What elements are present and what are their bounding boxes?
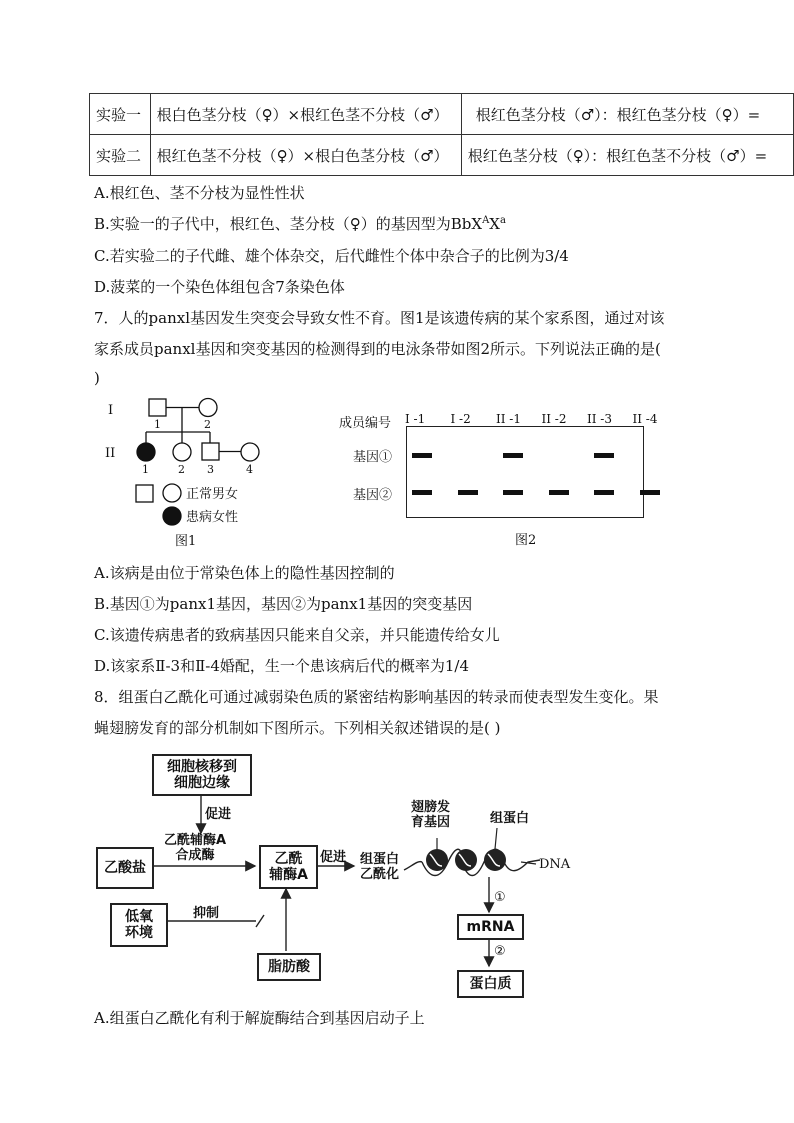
member-number: 4 <box>246 463 253 476</box>
member-number: 3 <box>207 463 214 476</box>
q6-option-b-text: B.实验一的子代中，根红色、茎分枝（♀）的基因型为BbX <box>94 215 483 233</box>
nucleosome-icons <box>426 828 536 871</box>
q7-option-b: B.基因①为panx1基因，基因②为panx1基因的突变基因 <box>94 595 473 613</box>
table-cell-cross: 根红色茎不分枝（♀）×根白色茎分枝（♂） <box>150 135 461 176</box>
table-cell-name: 实验一 <box>90 94 151 135</box>
q8-stem-line1: 8．组蛋白乙酰化可通过减弱染色质的紧密结构影响基因的转录而使表型发生变化。果 <box>94 688 659 706</box>
gel-member-label: II -3 <box>587 412 612 426</box>
member-number: 1 <box>142 463 149 476</box>
gel-gene2-label: 基因② <box>353 488 393 503</box>
inhibit-label: 抑制 <box>193 906 220 921</box>
member-number: 1 <box>154 418 161 431</box>
member-number: 2 <box>204 418 211 431</box>
q7-option-d: D.该家系Ⅱ-3和Ⅱ-4婚配，生一个患该病后代的概率为1/4 <box>94 657 470 675</box>
q6-option-a: A.根红色、茎不分枝为显性性状 <box>94 184 305 202</box>
gel-header-label: 成员编号 <box>339 416 392 431</box>
mrna-box: mRNA <box>457 914 524 940</box>
q7-stem-line1: 7．人的panxl基因发生突变会导致女性不育。图1是该遗传病的某个家系图，通过对该 <box>94 309 665 327</box>
gel-member-label: I -1 <box>405 412 426 426</box>
dna-label: DNA <box>539 857 571 872</box>
q7-stem-line3: ) <box>94 369 100 387</box>
table-cell-cross: 根白色茎分枝（♀）×根红色茎不分枝（♂） <box>150 94 461 135</box>
q8-option-a: A.组蛋白乙酰化有利于解旋酶结合到基因启动子上 <box>94 1009 425 1027</box>
q6-option-b-x: X <box>489 215 500 233</box>
superscript: a <box>499 215 506 226</box>
gel-member-label: I -2 <box>450 412 471 426</box>
step-1-label: ① <box>494 890 506 905</box>
figure-caption: 图2 <box>515 533 537 548</box>
promote-label: 促进 <box>320 850 347 865</box>
enzyme-label: 乙酰辅酶A 合成酶 <box>164 833 227 863</box>
gel-member-label: II -4 <box>632 412 658 426</box>
q6-option-d: D.菠菜的一个染色体组包含7条染色体 <box>94 278 345 296</box>
legend-normal-label: 正常男女 <box>186 487 239 502</box>
gel-gene1-label: 基因① <box>353 450 393 465</box>
table-cell-name: 实验二 <box>90 135 151 176</box>
generation-label: I <box>108 403 114 418</box>
q6-option-c: C.若实验二的子代雌、雄个体杂交，后代雌性个体中杂合子的比例为3/4 <box>94 247 569 265</box>
member-number: 2 <box>178 463 185 476</box>
promote-label: 促进 <box>205 807 232 822</box>
legend-affected-label: 患病女性 <box>186 510 239 525</box>
table-cell-result: 根红色茎分枝（♂）：根红色茎分枝（♀）= <box>461 94 793 135</box>
wing-gene-label: 翅膀发 育基因 <box>411 800 451 830</box>
fatty-acid-box: 脂肪酸 <box>257 953 321 981</box>
gel-member-label: II -1 <box>496 412 521 426</box>
table-cell-result: 根红色茎分枝（♀）：根红色茎不分枝（♂）= <box>461 135 793 176</box>
histone-label: 组蛋白 <box>490 811 530 826</box>
protein-box: 蛋白质 <box>457 970 524 998</box>
hypoxia-box: 低氧 环境 <box>110 903 168 947</box>
generation-label: II <box>105 446 116 461</box>
nucleus-edge-box: 细胞核移到 细胞边缘 <box>152 754 252 796</box>
step-2-label: ② <box>494 944 506 959</box>
gel-member-label: II -2 <box>541 412 567 426</box>
acetyl-coa-box: 乙酰 辅酶A <box>259 845 318 889</box>
superscript: A <box>482 215 490 226</box>
q7-option-a: A.该病是由位于常染色体上的隐性基因控制的 <box>94 564 395 582</box>
q8-stem-line2: 蝇翅膀发育的部分机制如下图所示。下列相关叙述错误的是( ) <box>94 719 501 737</box>
acetate-box: 乙酸盐 <box>96 847 154 889</box>
histone-acetylation-label: 组蛋白 乙酰化 <box>360 852 400 882</box>
q7-option-c: C.该遗传病患者的致病基因只能来自父亲，并只能遗传给女儿 <box>94 626 500 644</box>
figure-caption: 图1 <box>175 534 197 549</box>
q7-stem-line2: 家系成员panxl基因和突变基因的检测得到的电泳条带如图2所示。下列说法正确的是( <box>94 340 661 358</box>
